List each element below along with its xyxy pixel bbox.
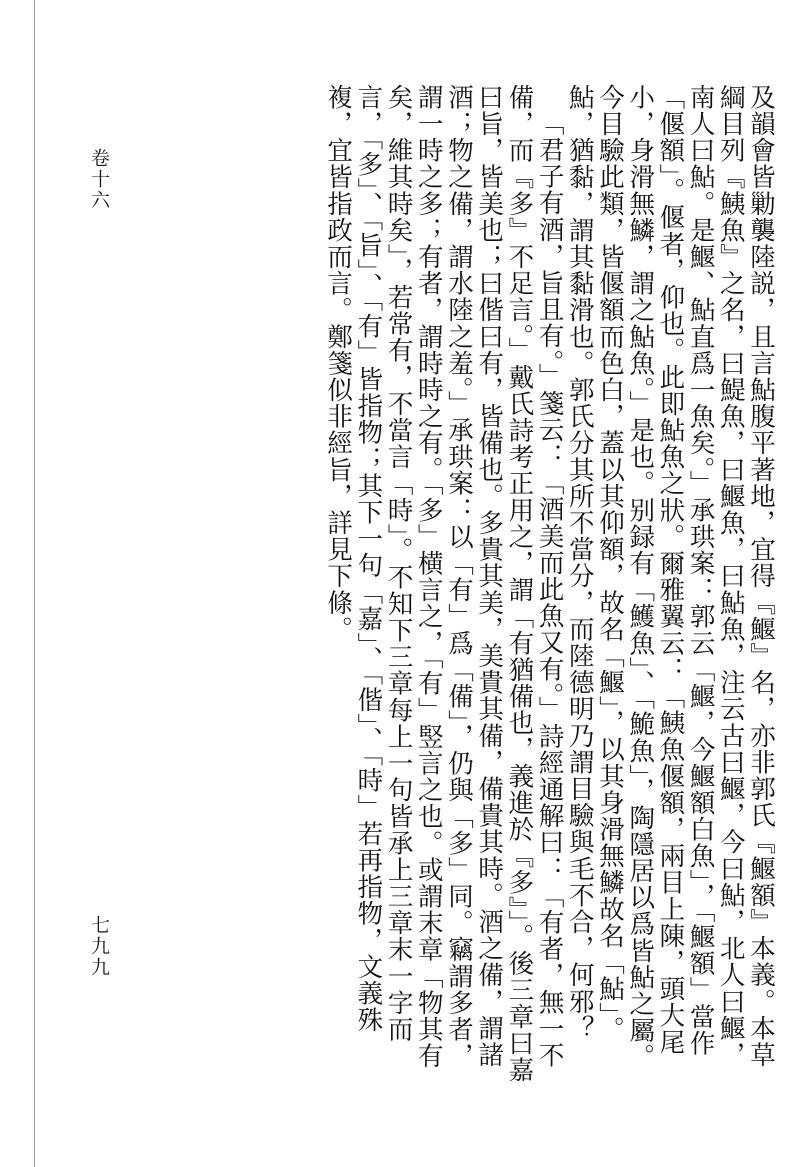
- paragraph-commentary-on-yan-fish: 及韻會皆勦襲陸説，且言鮎腹平著地，宜得『鰋』名，亦非郭氏『鰋額』本義。本草綱目列『鮧魚』之名，曰鯷魚，曰鰋魚，曰鮎魚，注云古曰鰋，今曰鮎，北人曰鰋，南人曰鮎。是鰋、鮎直爲一魚矣。」承珙案：郭云「鰋，今鰋額白魚」，「鰋額」當作「偃額」。偃者，仰也。此即鮎魚之狀。爾雅翼云：「鮧魚偃額，兩目上陳，頭大尾小，身滑無鱗，謂之鮎魚。」是也。别録有「鱯魚」、「鮠魚」，陶隱居以爲皆鮎之屬。今目驗此類，皆偃額而色白，蓋以其仰額，故名「鰋」，以其身滑無鱗故名「鮎」。鮎，猶黏，謂其黏滑也。郭氏分其所不當分，而陸德明乃謂目驗與毛不合，何邪？: [564, 84, 776, 1071]
- binding-edge-line: [34, 0, 35, 1167]
- vertical-body-text: [138, 84, 776, 1084]
- volume-running-head: 卷十六: [88, 148, 110, 211]
- paragraph-junzi-you-jiu: 「君子有酒，旨且有。」箋云：「酒美而此魚又有。」詩經通解曰：「有者，無一不備，而『多』不足言。」戴氏詩考正用之，謂「有猶備也，義進於『多』」。後三章曰嘉曰旨，皆美也；曰偕曰有，皆備也。多貴其美，美貴其備，備貴其時。酒之備，謂諸酒；物之備，謂水陸之羞。」承珙案：以「有」爲「備」，仍與「多」同。竊謂多者，謂一時之多；有者，謂時時之有。「多」横言之，「有」竪言之也。或謂末章「物其有矣，維其時矣」，若常有，不當言「時」。不知下三章每上一句皆承上三章末一字而言，「多」、「旨」、「有」皆指物；其下一句「嘉」、「偕」、「時」若再指物，文義殊複，宜皆指政而言。鄭箋似非經旨，詳見下條。: [323, 84, 565, 1084]
- page-number: 七九九: [88, 915, 110, 978]
